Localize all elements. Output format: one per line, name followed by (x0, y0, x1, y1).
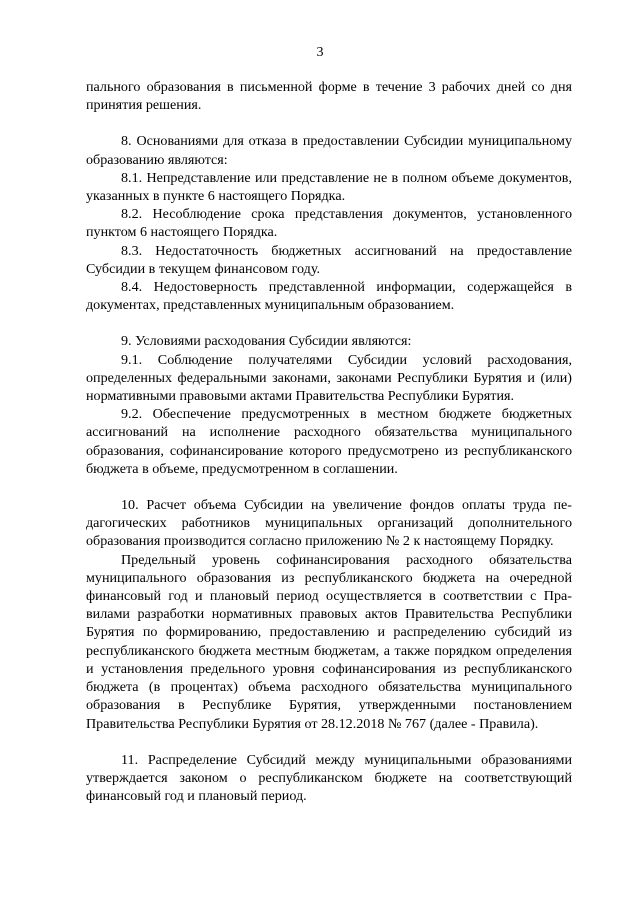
paragraph-9-1: 9.1. Соблюдение получателями Субсидии условий расходования, определенных федеральными законами, законами Республики Бурятия и (или) нормативными правовыми актами Правительства Республики Бурятия. (86, 351, 572, 405)
paragraph-8-3: 8.3. Недостаточность бюджетных ассигнований на предоставление Субсидии в текущем финансовом году. (86, 242, 572, 277)
paragraph-10: 10. Расчет объема Субсидии на увеличение фондов оплаты труда педагогических работников муниципальных организаций дополнительного образования производится согласно приложению № 2 к настоящему Порядку. (86, 497, 572, 550)
paragraph-9-2: 9.2. Обеспечение предусмотренных в местном бюджете бюджетных ассигнований на исполнение расходного обязательства муниципального образования, софинансирование которого предусмотрено из республиканского бюджета в объеме, предусмотренном в соглашении. (86, 406, 572, 477)
paragraph-10-cofinancing: Предельный уровень софинансирования расходного обязательства муниципального образования из республиканского бюджета на очередной финансовый год и плановый период осуществляется в соответствии с Правилами разработки нормативных правовых актов Правительства Республики Бурятия по формированию, предоставлению и распределению субсидий из республиканского бюджета местным бюджетам, а также порядком определения и установления предельного уровня софинансирования из республиканского бюджета (в процентах) объема расходного обязательства муниципального образования в Республике Бурятия, утвержденными постановлением Правительства Республики Бурятия от 28.12.2018 № 767 (далее - Правила). (86, 551, 572, 732)
paragraph-continuation: пального образования в письменной форме в течение 3 рабочих дней со дня принятия решения. (86, 79, 572, 114)
paragraph-9-header: 9. Условиями расходования Субсидии являются: (121, 333, 412, 350)
paragraph-8-1: 8.1. Непредставление или представление не в полном объеме документов, указанных в пункте 6 настоящего Порядка. (86, 169, 572, 205)
paragraph-8-2: 8.2. Несоблюдение срока представления документов, установленного пунктом 6 настоящего Порядка. (86, 206, 572, 241)
paragraph-8-4: 8.4. Недостоверность представленной информации, содержащейся в документах, представленных муниципальным образованием. (86, 279, 572, 314)
paragraph-8-header: 8. Основаниями для отказа в предоставлении Субсидии муниципальному образованию являются: (86, 133, 572, 168)
document-body (86, 78, 572, 805)
paragraph-11: 11. Распределение Субсидий между муниципальными образованиями утверждается законом о республиканском бюджете на соответствующий финансовый год и плановый период. (86, 751, 572, 805)
page-number: 3 (316, 45, 324, 60)
